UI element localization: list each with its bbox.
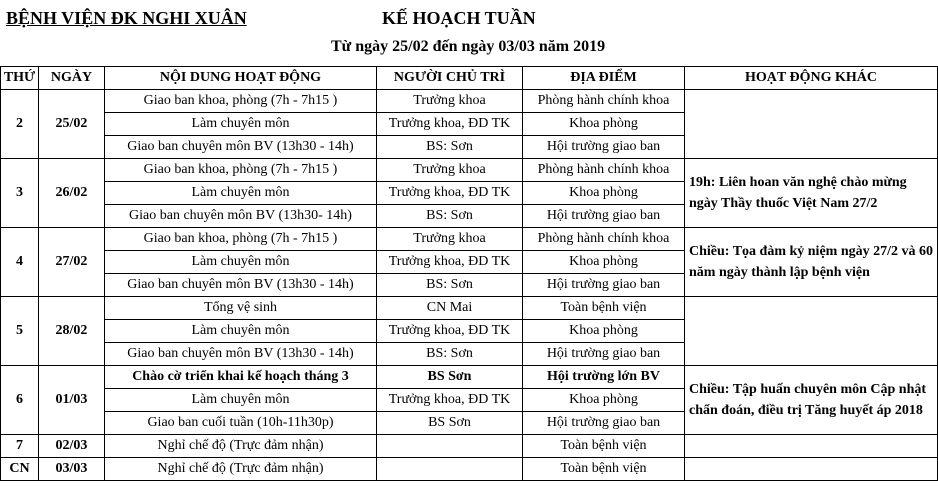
place-cell: Khoa phòng <box>523 251 685 274</box>
table-row <box>1 159 938 182</box>
date-cell: 01/03 <box>39 366 105 435</box>
content-cell: Giao ban chuyên môn BV (13h30 - 14h) <box>105 343 377 366</box>
date-range: Từ ngày 25/02 đến ngày 03/03 năm 2019 <box>331 38 606 55</box>
place-cell: Hội trường giao ban <box>523 136 685 159</box>
host-cell: Trưởng khoa, ĐD TK <box>377 320 523 343</box>
hospital-name: BỆNH VIỆN ĐK NGHI XUÂN <box>6 8 247 28</box>
date-cell: 03/03 <box>39 458 105 481</box>
other-activity-cell: Chiều: Tọa đàm kỷ niệm ngày 27/2 và 60 năm ngày thành lập bệnh viện <box>685 228 938 297</box>
place-cell: Phòng hành chính khoa <box>523 159 685 182</box>
content-cell: Làm chuyên môn <box>105 251 377 274</box>
content-cell: Giao ban chuyên môn BV (13h30 - 14h) <box>105 274 377 297</box>
content-cell: Nghỉ chế độ (Trực đảm nhận) <box>105 458 377 481</box>
day-cell: 7 <box>1 435 39 458</box>
host-cell: Trưởng khoa, ĐD TK <box>377 182 523 205</box>
host-cell: CN Mai <box>377 297 523 320</box>
day-cell: 5 <box>1 297 39 366</box>
host-cell: Trưởng khoa, ĐD TK <box>377 113 523 136</box>
table-row <box>1 228 938 251</box>
host-cell: BS: Sơn <box>377 274 523 297</box>
place-cell: Khoa phòng <box>523 182 685 205</box>
weekly-schedule-table <box>0 66 938 481</box>
day-cell: 6 <box>1 366 39 435</box>
plan-title: KẾ HOẠCH TUẦN <box>382 8 536 28</box>
place-cell: Hội trường giao ban <box>523 343 685 366</box>
day-cell: 3 <box>1 159 39 228</box>
date-cell: 26/02 <box>39 159 105 228</box>
host-cell: BS Sơn <box>377 412 523 435</box>
date-cell: 25/02 <box>39 90 105 159</box>
other-activity-cell <box>685 297 938 366</box>
place-cell: Toàn bệnh viện <box>523 435 685 458</box>
day-cell: 2 <box>1 90 39 159</box>
other-activity-cell <box>685 435 938 458</box>
table-row <box>1 435 938 458</box>
col-header-place: ĐỊA ĐIỂM <box>523 67 685 90</box>
host-cell: BS Sơn <box>377 366 523 389</box>
table-row <box>1 366 938 389</box>
col-header-host: NGƯỜI CHỦ TRÌ <box>377 67 523 90</box>
host-cell: Trưởng khoa <box>377 90 523 113</box>
content-cell: Làm chuyên môn <box>105 113 377 136</box>
table-row <box>1 90 938 113</box>
col-header-ngay: NGÀY <box>39 67 105 90</box>
host-cell: Trưởng khoa <box>377 228 523 251</box>
host-cell: Trưởng khoa <box>377 159 523 182</box>
content-cell: Giao ban khoa, phòng (7h - 7h15 ) <box>105 90 377 113</box>
content-cell: Nghỉ chế độ (Trực đảm nhận) <box>105 435 377 458</box>
other-activity-cell: Chiều: Tập huấn chuyên môn Cập nhật chẩn đoán, điều trị Tăng huyết áp 2018 <box>685 366 938 435</box>
place-cell: Toàn bệnh viện <box>523 458 685 481</box>
table-body <box>1 90 938 481</box>
content-cell: Giao ban chuyên môn BV (13h30- 14h) <box>105 205 377 228</box>
host-cell <box>377 435 523 458</box>
content-cell: Làm chuyên môn <box>105 389 377 412</box>
date-cell: 28/02 <box>39 297 105 366</box>
host-cell: BS: Sơn <box>377 136 523 159</box>
content-cell: Giao ban khoa, phòng (7h - 7h15 ) <box>105 159 377 182</box>
content-cell: Chào cờ triển khai kế hoạch tháng 3 <box>105 366 377 389</box>
place-cell: Phòng hành chính khoa <box>523 228 685 251</box>
content-cell: Làm chuyên môn <box>105 320 377 343</box>
other-activity-cell <box>685 458 938 481</box>
col-header-content: NỘI DUNG HOẠT ĐỘNG <box>105 67 377 90</box>
host-cell: Trưởng khoa, ĐD TK <box>377 251 523 274</box>
place-cell: Hội trường lớn BV <box>523 366 685 389</box>
table-row <box>1 458 938 481</box>
place-cell: Phòng hành chính khoa <box>523 90 685 113</box>
place-cell: Khoa phòng <box>523 113 685 136</box>
place-cell: Khoa phòng <box>523 320 685 343</box>
content-cell: Tổng vệ sinh <box>105 297 377 320</box>
content-cell: Giao ban chuyên môn BV (13h30 - 14h) <box>105 136 377 159</box>
content-cell: Giao ban cuối tuần (10h-11h30p) <box>105 412 377 435</box>
date-cell: 27/02 <box>39 228 105 297</box>
other-activity-cell: 19h: Liên hoan văn nghệ chào mừng ngày Thầy thuốc Việt Nam 27/2 <box>685 159 938 228</box>
day-cell: 4 <box>1 228 39 297</box>
content-cell: Làm chuyên môn <box>105 182 377 205</box>
host-cell: Trưởng khoa, ĐD TK <box>377 389 523 412</box>
place-cell: Hội trường giao ban <box>523 274 685 297</box>
day-cell: CN <box>1 458 39 481</box>
col-header-thu: THỨ <box>1 67 39 90</box>
place-cell: Hội trường giao ban <box>523 412 685 435</box>
table-row <box>1 297 938 320</box>
place-cell: Khoa phòng <box>523 389 685 412</box>
place-cell: Hội trường giao ban <box>523 205 685 228</box>
host-cell <box>377 458 523 481</box>
host-cell: BS: Sơn <box>377 205 523 228</box>
col-header-other: HOẠT ĐỘNG KHÁC <box>685 67 938 90</box>
host-cell: BS: Sơn <box>377 343 523 366</box>
table-header-row <box>1 67 938 90</box>
content-cell: Giao ban khoa, phòng (7h - 7h15 ) <box>105 228 377 251</box>
place-cell: Toàn bệnh viện <box>523 297 685 320</box>
other-activity-cell <box>685 90 938 159</box>
date-cell: 02/03 <box>39 435 105 458</box>
